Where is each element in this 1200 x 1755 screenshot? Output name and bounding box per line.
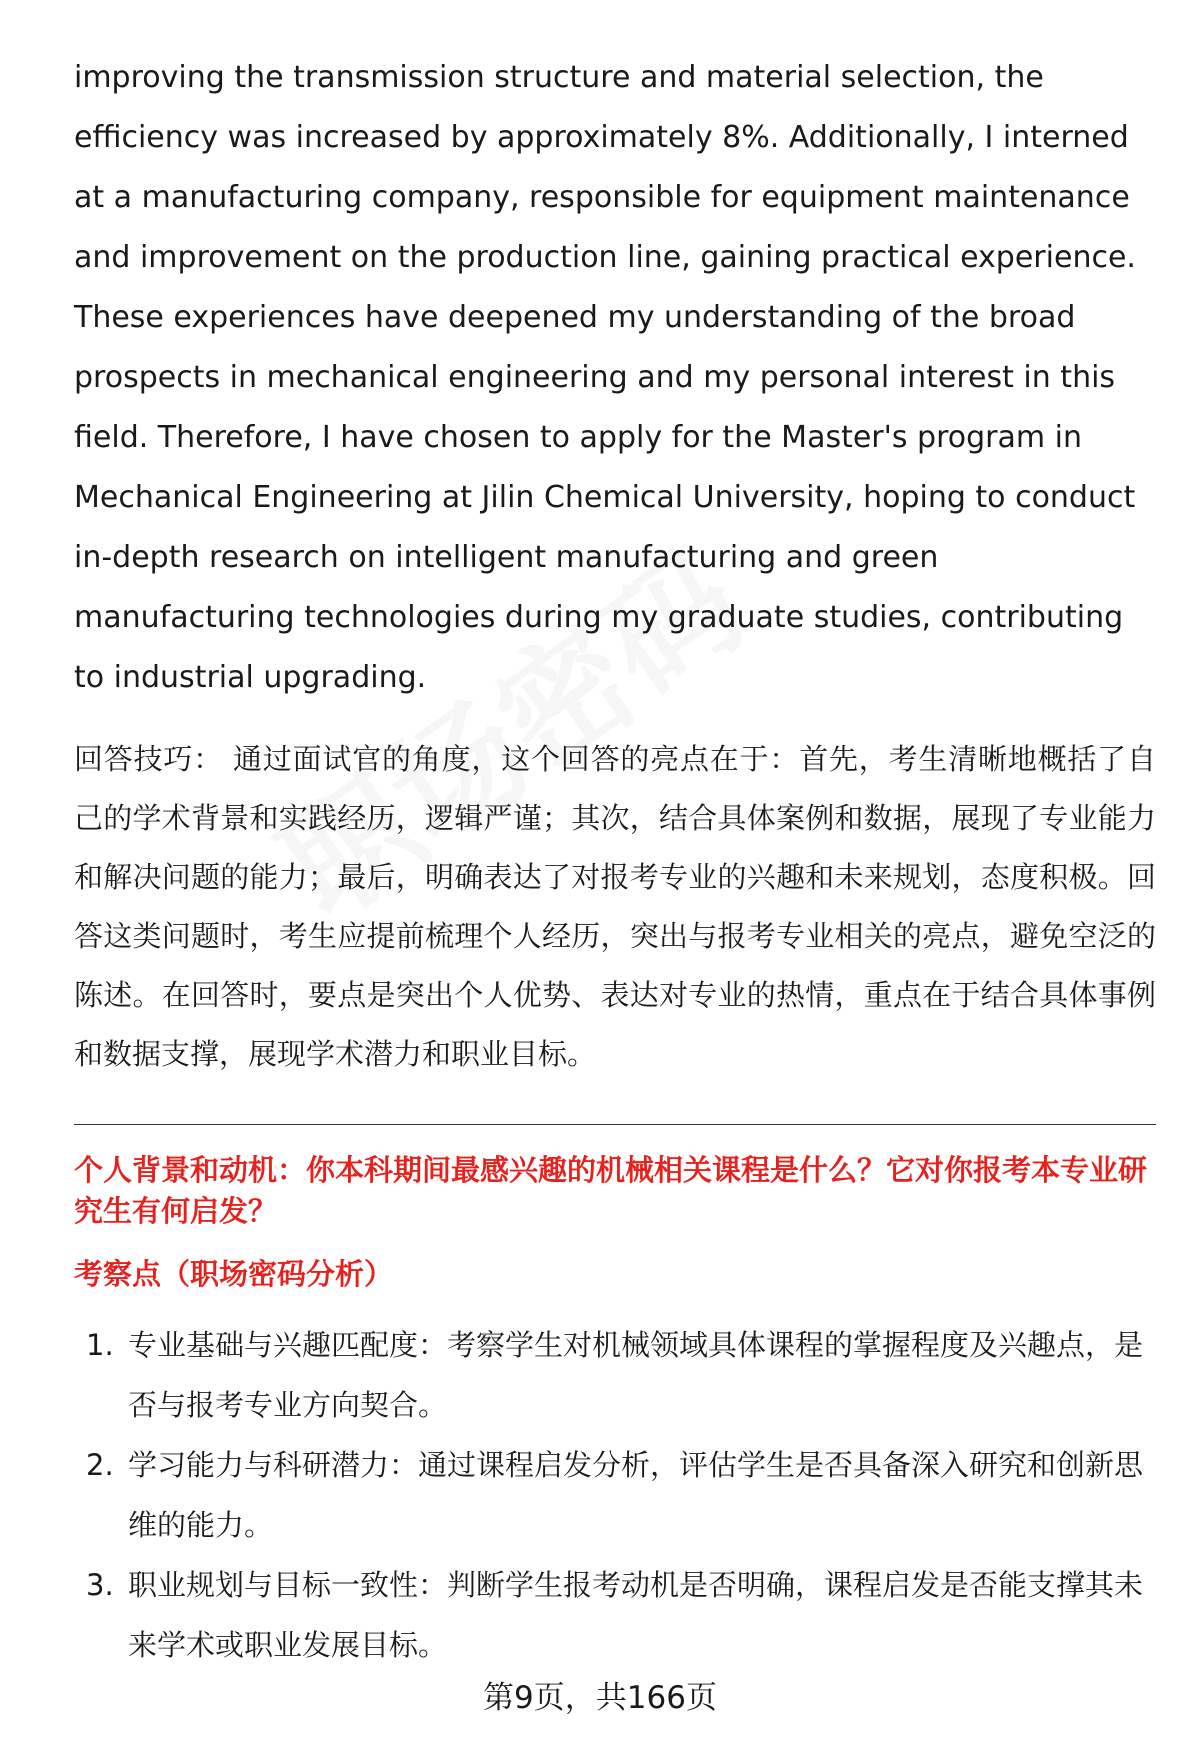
page-number-footer: 第9页，共166页 <box>483 1680 717 1716</box>
document-page <box>74 48 1156 1675</box>
list-item-number: 2. <box>86 1448 114 1482</box>
list-item-text: 职业规划与目标一致性：判断学生报考动机是否明确，课程启发是否能支撑其未来学术或职业发展目标。 <box>128 1568 1144 1662</box>
list-item <box>74 1555 1156 1675</box>
assessment-points-heading: 考察点（职场密码分析） <box>74 1257 394 1291</box>
intro-paragraph: improving the transmission structure and material selection, the efficiency was increased by approximately 8%. Additionally, I interned at a manufacturing company, responsible for equipment maintenance and improvement on the production line, gaining practical experience. These experiences have deepened my understanding of the broad prospects in mechanical engineering and my personal interest in this field. Therefore, I have chosen to apply for the Master's program in Mechanical Engineering at Jilin Chemical University, hoping to conduct in-depth research on intelligent manufacturing and green manufacturing technologies during my graduate studies, contributing to industrial upgrading. <box>74 60 1136 695</box>
list-item-number: 3. <box>86 1568 114 1602</box>
section-divider <box>74 1124 1156 1125</box>
list-item <box>74 1435 1156 1555</box>
list-item-text: 专业基础与兴趣匹配度：考察学生对机械领域具体课程的掌握程度及兴趣点，是否与报考专业方向契合。 <box>128 1328 1144 1422</box>
list-item <box>74 1315 1156 1435</box>
list-item-number: 1. <box>86 1328 114 1362</box>
assessment-points-list <box>74 1315 1156 1675</box>
answer-tips-paragraph: 回答技巧： 通过面试官的角度，这个回答的亮点在于：首先，考生清晰地概括了自己的学术背景和实践经历，逻辑严谨；其次，结合具体案例和数据，展现了专业能力和解决问题的能力；最后，明确表达了对报考专业的兴趣和未来规划，态度积极。回答这类问题时，考生应提前梳理个人经历，突出与报考专业相关的亮点，避免空泛的陈述。在回答时，要点是突出个人优势、表达对专业的热情，重点在于结合具体事例和数据支撑，展现学术潜力和职业目标。 <box>74 742 1156 1071</box>
list-item-text: 学习能力与科研潜力：通过课程启发分析，评估学生是否具备深入研究和创新思维的能力。 <box>128 1448 1144 1542</box>
question-heading: 个人背景和动机：你本科期间最感兴趣的机械相关课程是什么？它对你报考本专业研究生有何启发？ <box>74 1153 1148 1228</box>
